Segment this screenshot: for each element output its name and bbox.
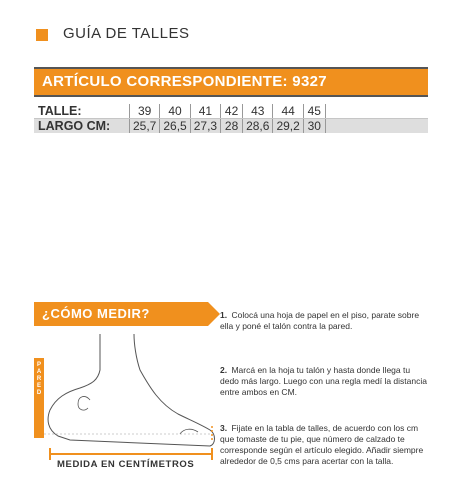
- length-cell: 25,7: [130, 119, 160, 134]
- length-cell: 29,2: [273, 119, 303, 134]
- size-cell: 42: [221, 104, 243, 119]
- length-cell: 27,3: [190, 119, 220, 134]
- page-title: GUÍA DE TALLES: [63, 25, 190, 42]
- length-cell: 26,5: [160, 119, 190, 134]
- article-label: ARTÍCULO CORRESPONDIENTE: 9327: [42, 73, 327, 90]
- size-cell: 41: [190, 104, 220, 119]
- size-cell: 44: [273, 104, 303, 119]
- wall-label: P A R E D: [36, 362, 42, 396]
- size-table: [34, 104, 428, 133]
- size-cell: 45: [303, 104, 325, 119]
- size-row-label: TALLE:: [34, 104, 130, 119]
- step-number: 3.: [220, 423, 228, 433]
- size-cell: 43: [243, 104, 273, 119]
- length-cell: 28: [221, 119, 243, 134]
- step-number: 1.: [220, 310, 228, 320]
- length-cell: 28,6: [243, 119, 273, 134]
- title-square-icon: [36, 29, 48, 41]
- how-to-measure-title: ¿CÓMO MEDIR?: [42, 306, 150, 321]
- toe-curve: [180, 429, 198, 434]
- length-cell: 30: [303, 119, 325, 134]
- measure-label: MEDIDA EN CENTÍMETROS: [57, 459, 195, 470]
- size-cell: 39: [130, 104, 160, 119]
- ankle-curve: [78, 397, 90, 411]
- article-banner: [34, 67, 428, 97]
- table-row: [34, 119, 428, 134]
- step-3: [220, 423, 430, 467]
- size-cell: 40: [160, 104, 190, 119]
- how-to-measure-banner: [34, 302, 208, 326]
- step-1: [220, 310, 430, 332]
- step-text: Colocá una hoja de papel en el piso, parate sobre ella y poné el talón contra la pared.: [220, 310, 420, 331]
- step-text: Fijate en la tabla de talles, de acuerdo con los cm que tomaste de tu pie, que número de calzado te corresponde según el artículo elegido. Añadir siempre alrededor de 0,5 cms para acertar con la talla.: [220, 423, 424, 466]
- step-2: [220, 365, 430, 398]
- foot-diagram: [30, 330, 215, 465]
- banner-arrow-icon: [208, 302, 220, 326]
- length-row-label: LARGO CM:: [38, 119, 111, 133]
- step-text: Marcá en la hoja tu talón y hasta donde llega tu dedo más largo. Luego con una regla medí la distancia entre ambos en CM.: [220, 365, 427, 397]
- step-number: 2.: [220, 365, 228, 375]
- table-row: [34, 104, 428, 119]
